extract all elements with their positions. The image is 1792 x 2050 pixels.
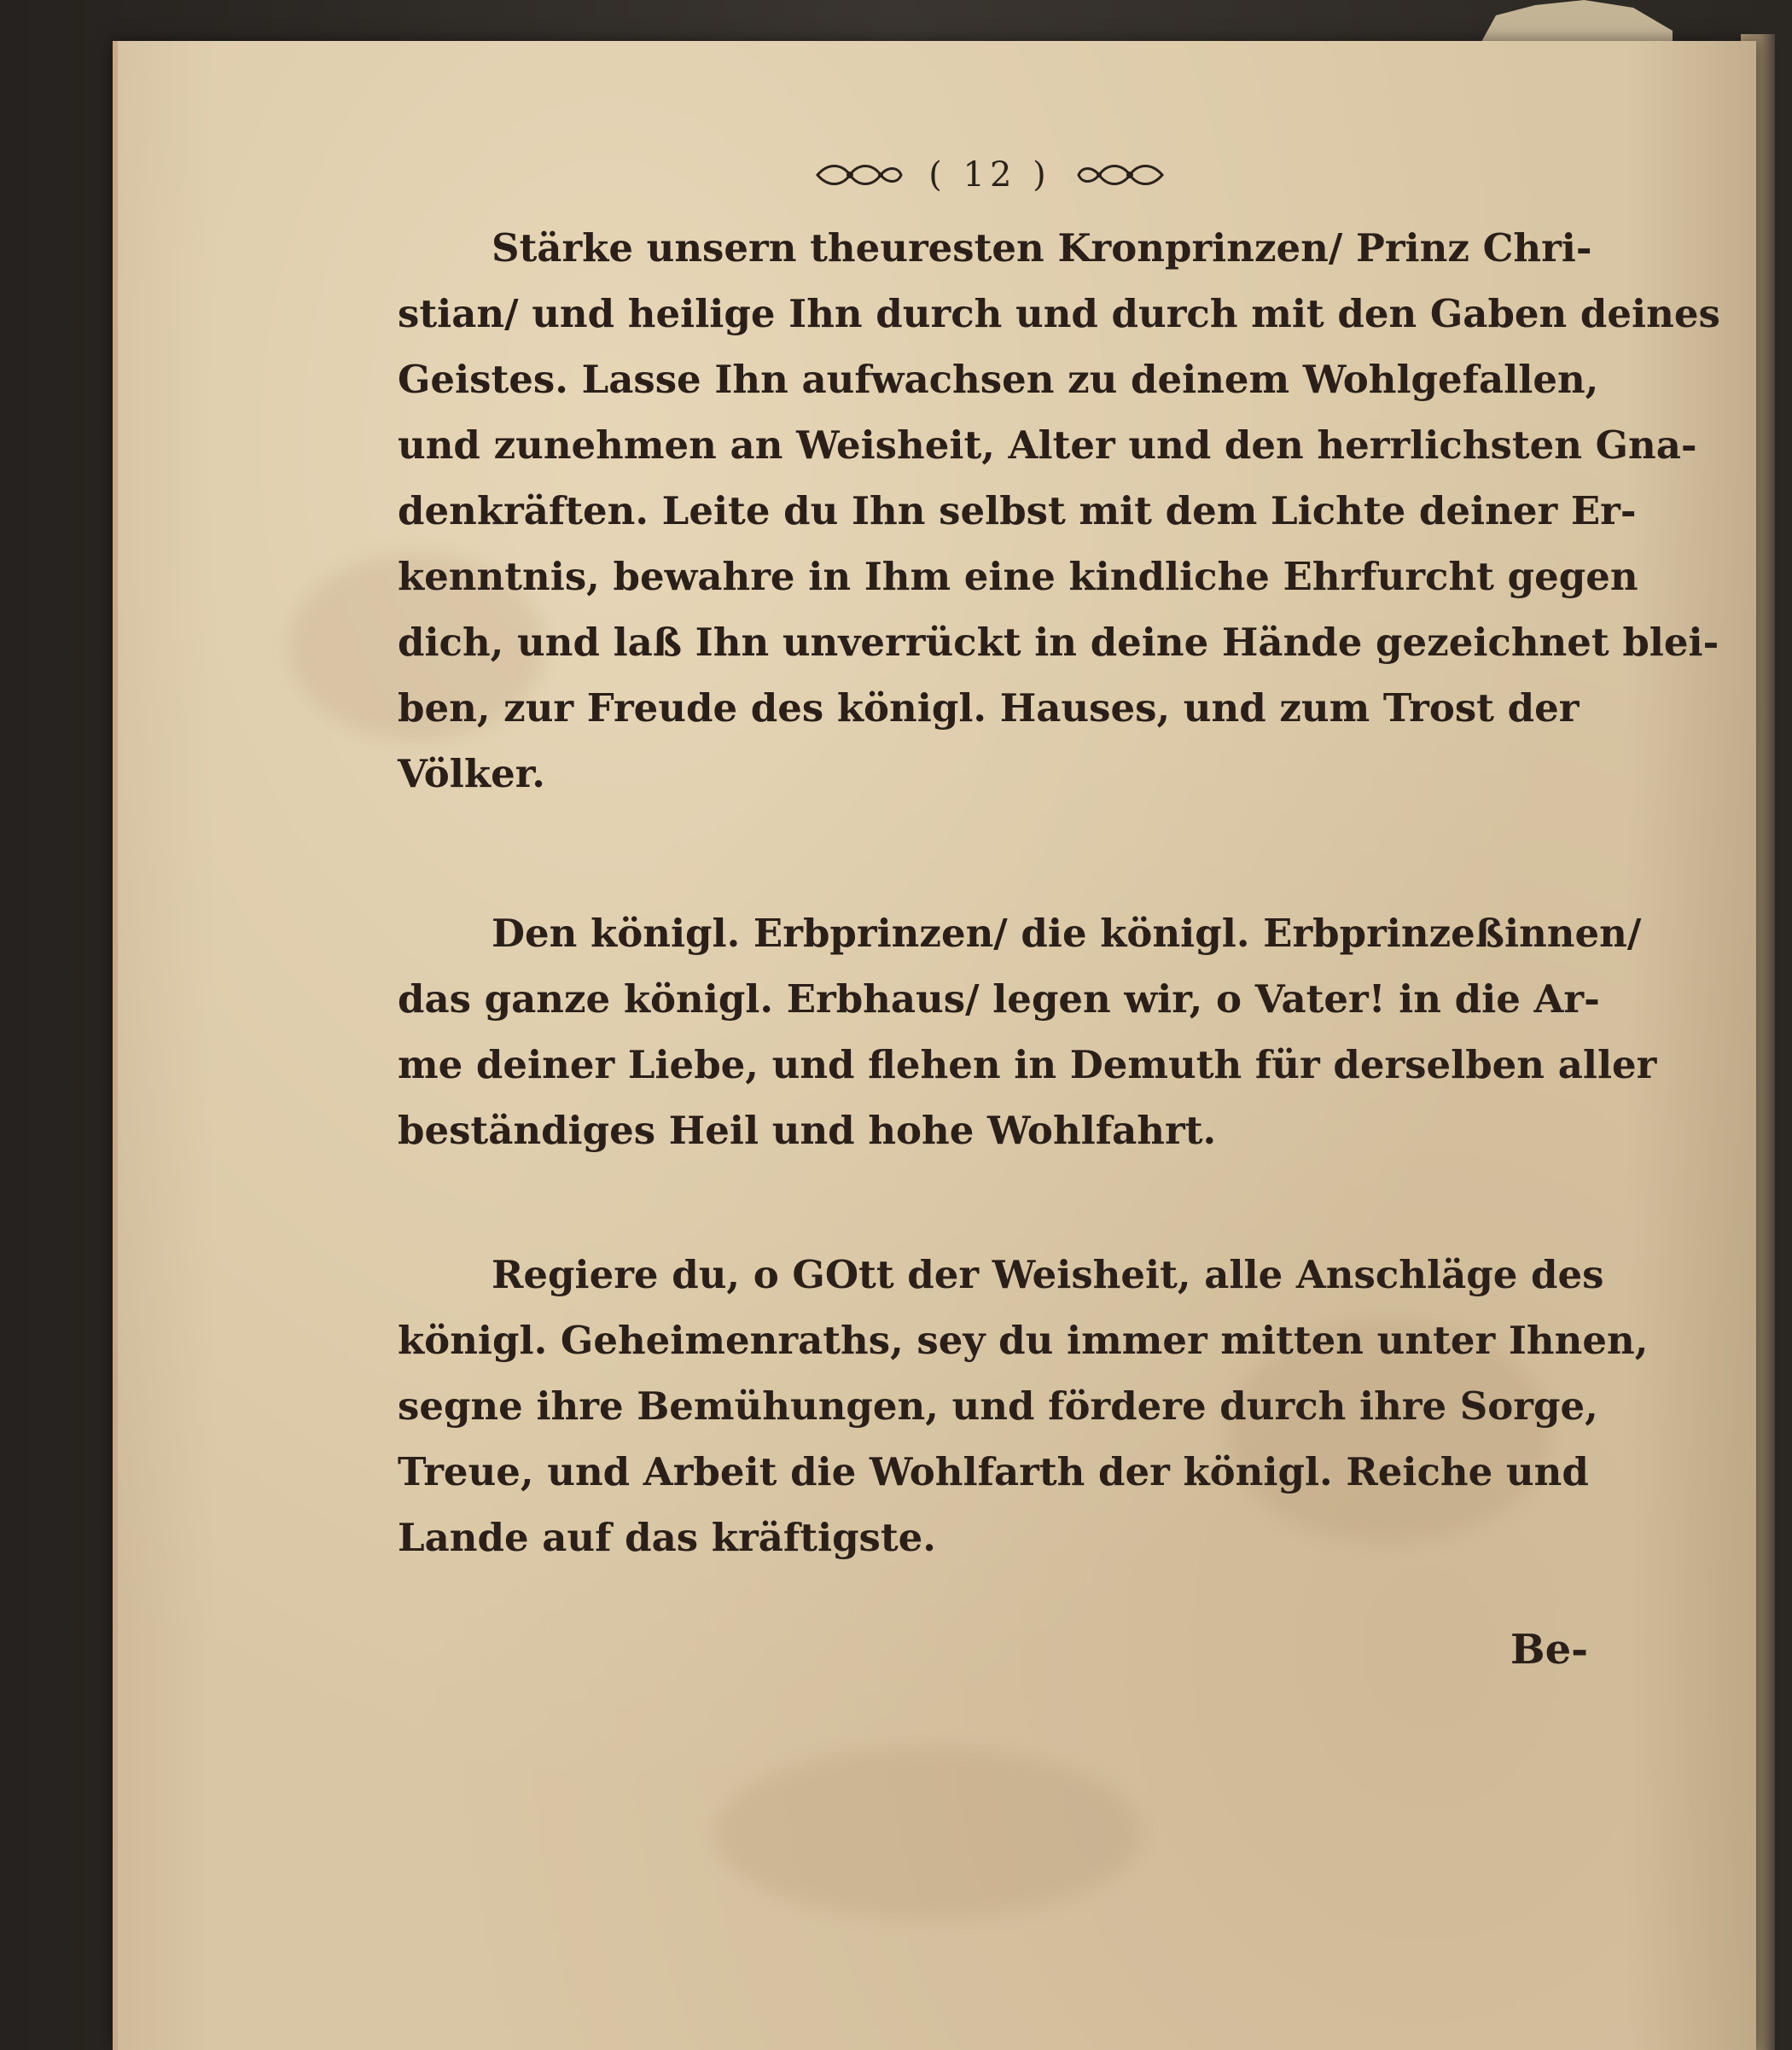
paragraph-3 <box>398 1242 1649 1570</box>
text-line: königl. Geheimenraths, sey du immer mitten unter Ihnen, <box>398 1318 1649 1363</box>
page-header <box>785 149 1195 201</box>
text-line: segne ihre Bemühungen, und fördere durch ihre Sorge, <box>398 1383 1598 1429</box>
text-line: stian/ und heilige Ihn durch und durch mit den Gaben deines <box>398 291 1720 336</box>
text-line: und zunehmen an Weisheit, Alter und den herrlichsten Gna- <box>398 422 1697 468</box>
text-line: Den königl. Erbprinzen/ die königl. Erbprinzeßinnen/ <box>492 911 1642 956</box>
catchword: Be- <box>1510 1626 1589 1674</box>
text-line: Lande auf das kräftigste. <box>398 1515 936 1560</box>
text-line: ben, zur Freude des königl. Hauses, und zum Trost der <box>398 685 1580 731</box>
text-line: denkräften. Leite du Ihn selbst mit dem Lichte deiner Er- <box>398 488 1637 533</box>
text-line: Geistes. Lasse Ihn aufwachsen zu deinem Wohlgefallen, <box>398 357 1599 402</box>
text-line: beständiges Heil und hohe Wohlfahrt. <box>398 1108 1217 1153</box>
text-line: dich, und laß Ihn unverrückt in deine Hände gezeichnet blei- <box>398 620 1719 665</box>
paper-stain <box>715 1748 1142 1919</box>
text-line: Regiere du, o GOtt der Weisheit, alle Anschläge des <box>492 1252 1604 1297</box>
text-line: Stärke unsern theuresten Kronprinzen/ Prinz Chri- <box>492 225 1592 271</box>
text-line: me deiner Liebe, und flehen in Demuth für derselben aller <box>398 1042 1657 1087</box>
text-line: kenntnis, bewahre in Ihm eine kindliche Ehrfurcht gegen <box>398 554 1638 599</box>
right-ornament-icon <box>1073 160 1167 190</box>
text-line: Treue, und Arbeit die Wohlfarth der königl. Reiche und <box>398 1449 1589 1494</box>
text-line: Völker. <box>398 751 545 796</box>
paragraph-1 <box>398 215 1720 807</box>
page-number: ( 12 ) <box>928 155 1051 195</box>
left-ornament-icon <box>812 160 906 190</box>
text-line: das ganze königl. Erbhaus/ legen wir, o Vater! in die Ar- <box>398 976 1600 1022</box>
paragraph-2 <box>398 900 1657 1163</box>
